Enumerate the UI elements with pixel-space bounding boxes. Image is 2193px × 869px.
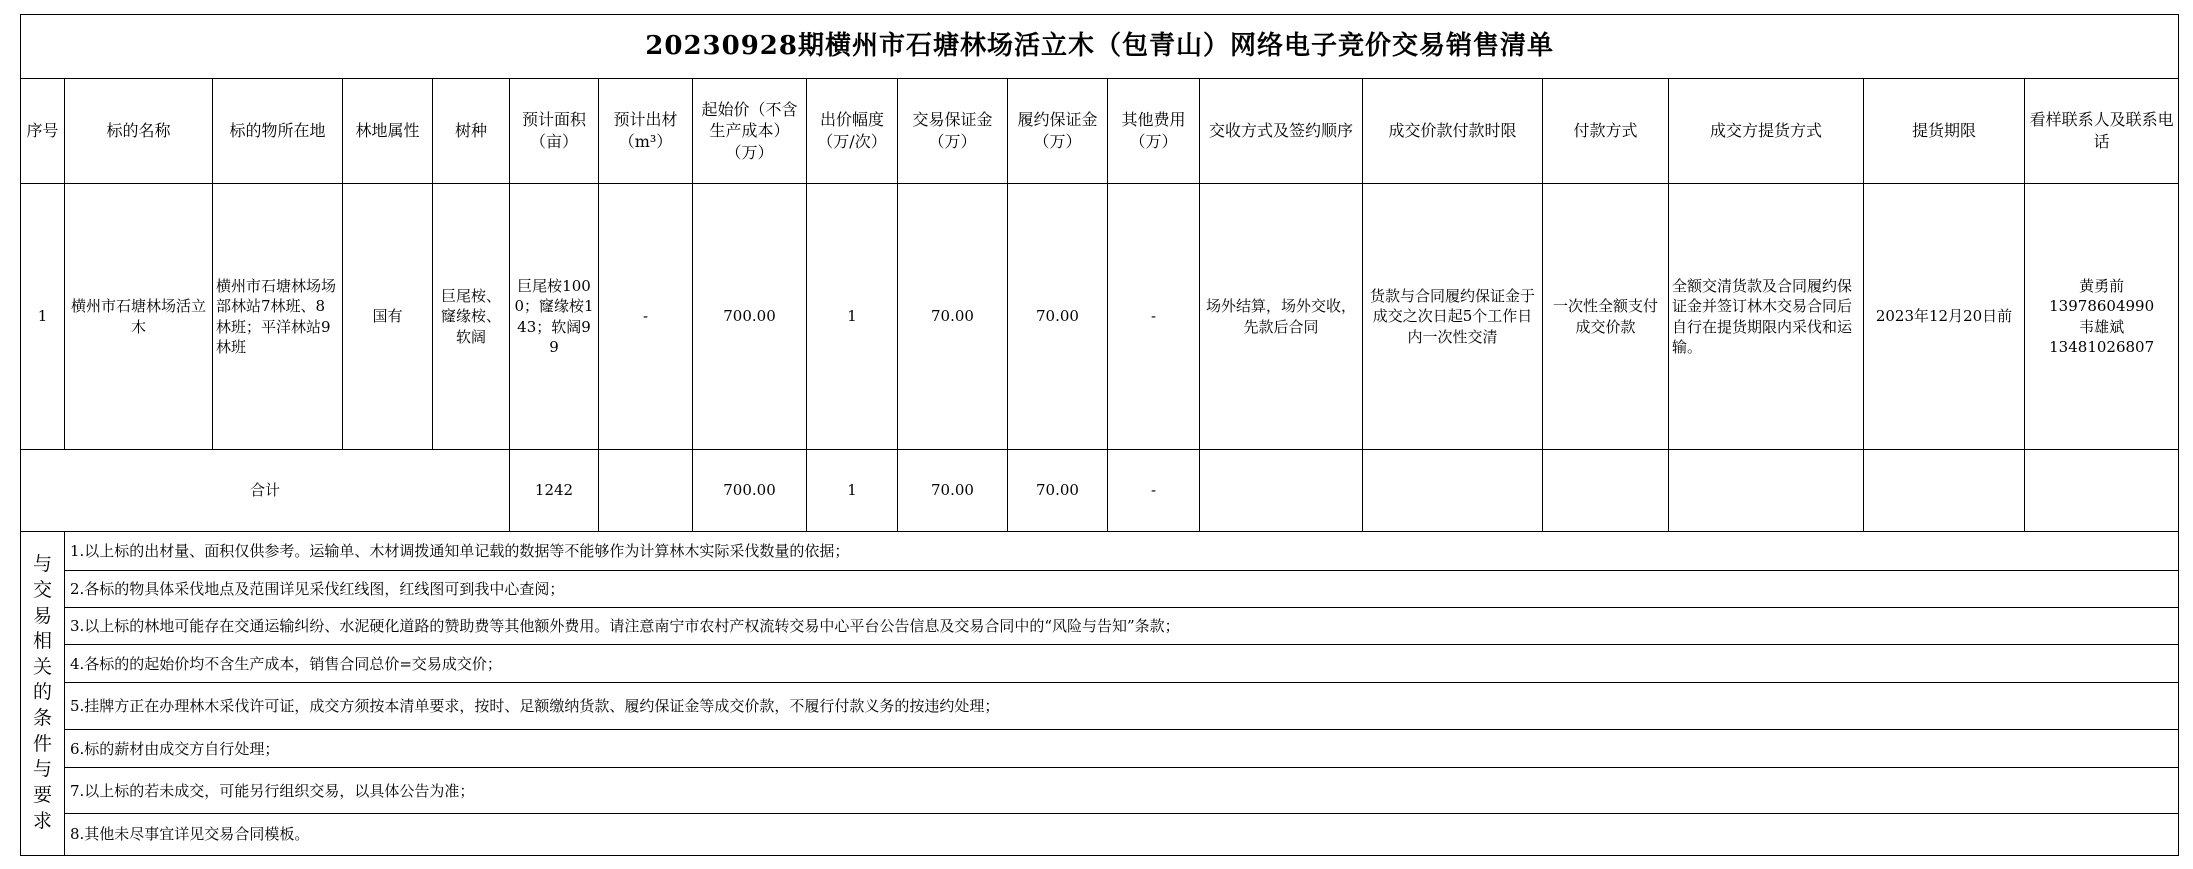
row-location: 横州市石塘林场场部林站7林班、8林班；平洋林站9林班 [213,183,343,449]
condition-item: 7.以上标的若未成交，可能另行组织交易，以具体公告为准； [65,768,2179,814]
header-cell: 树种 [433,79,510,184]
row-pickup-method: 全额交清货款及合同履约保证金并签订林木交易合同后自行在提货期限内采伐和运输。 [1669,183,1864,449]
row-increment: 1 [807,183,898,449]
total-increment: 1 [807,450,898,531]
conditions-label: 与交易相关的条件与要求 [21,531,65,855]
condition-item: 4.各标的的起始价均不含生产成本，销售合同总价=交易成交价； [65,645,2179,683]
row-species: 巨尾桉、窿缘桉、软阔 [433,183,510,449]
sales-list-table [20,14,2179,856]
contact-name: 韦雄斌 [2079,317,2125,336]
header-cell: 履约保证金（万） [1008,79,1108,184]
row-perf-bond: 70.00 [1008,183,1108,449]
table-row [21,183,2179,449]
condition-item: 3.以上标的林地可能存在交通运输纠纷、水泥硬化道路的赞助费等其他额外费用。请注意南宁市农村产权流转交易中心平台公告信息及交易合同中的“风险与告知”条款； [65,607,2179,645]
header-cell: 成交方提货方式 [1669,79,1864,184]
condition-item: 5.挂牌方正在办理林木采伐许可证，成交方须按本清单要求，按时、足额缴纳货款、履约保证金等成交价款，不履行付款义务的按违约处理； [65,683,2179,730]
header-cell: 出价幅度（万/次） [807,79,898,184]
total-start-price: 700.00 [693,450,807,531]
condition-item: 1.以上标的出材量、面积仅供参考。运输单、木材调拨通知单记载的数据等不能够作为计算林木实际采伐数量的依据； [65,531,2179,571]
row-volume: - [599,183,693,449]
total-label: 合计 [21,450,510,531]
header-cell: 看样联系人及联系电话 [2025,79,2179,184]
total-row [21,450,2179,531]
row-other-fees: - [1108,183,1200,449]
header-cell: 预计面积（亩） [510,79,599,184]
header-cell: 其他费用（万） [1108,79,1200,184]
header-cell: 标的名称 [65,79,213,184]
row-payment-deadline: 货款与合同履约保证金于成交之次日起5个工作日内一次性交清 [1363,183,1543,449]
row-start-price: 700.00 [693,183,807,449]
condition-item: 6.标的薪材由成交方自行处理； [65,729,2179,768]
condition-item: 8.其他未尽事宜详见交易合同模板。 [65,814,2179,856]
row-deposit: 70.00 [898,183,1008,449]
total-volume [599,450,693,531]
row-name: 横州市石塘林场活立木 [65,183,213,449]
header-cell: 交收方式及签约顺序 [1200,79,1363,184]
row-index: 1 [21,183,65,449]
condition-item: 2.各标的物具体采伐地点及范围详见采伐红线图，红线图可到我中心查阅； [65,571,2179,608]
total-perf-bond: 70.00 [1008,450,1108,531]
header-cell: 标的物所在地 [213,79,343,184]
header-cell: 序号 [21,79,65,184]
header-cell: 起始价（不含生产成本）（万） [693,79,807,184]
contact-phone: 13978604990 [2049,297,2155,316]
row-pickup-deadline: 2023年12月20日前 [1864,183,2025,449]
sheet-title: 20230928期横州市石塘林场活立木（包青山）网络电子竞价交易销售清单 [21,15,2179,79]
total-other-fees: - [1108,450,1200,531]
total-deposit: 70.00 [898,450,1008,531]
header-cell: 付款方式 [1543,79,1669,184]
header-cell: 提货期限 [1864,79,2025,184]
row-area: 巨尾桉1000；窿缘桉143；软阔99 [510,183,599,449]
row-contacts [2025,183,2179,449]
header-cell: 交易保证金（万） [898,79,1008,184]
header-row [21,79,2179,184]
row-payment-method: 一次性全额支付成交价款 [1543,183,1669,449]
total-area: 1242 [510,450,599,531]
row-delivery: 场外结算，场外交收，先款后合同 [1200,183,1363,449]
contact-phone: 13481026807 [2049,337,2155,356]
contact-name: 黄勇前 [2079,277,2125,295]
header-cell: 成交价款付款时限 [1363,79,1543,184]
header-cell: 预计出材（m³） [599,79,693,184]
header-cell: 林地属性 [343,79,433,184]
row-land-type: 国有 [343,183,433,449]
